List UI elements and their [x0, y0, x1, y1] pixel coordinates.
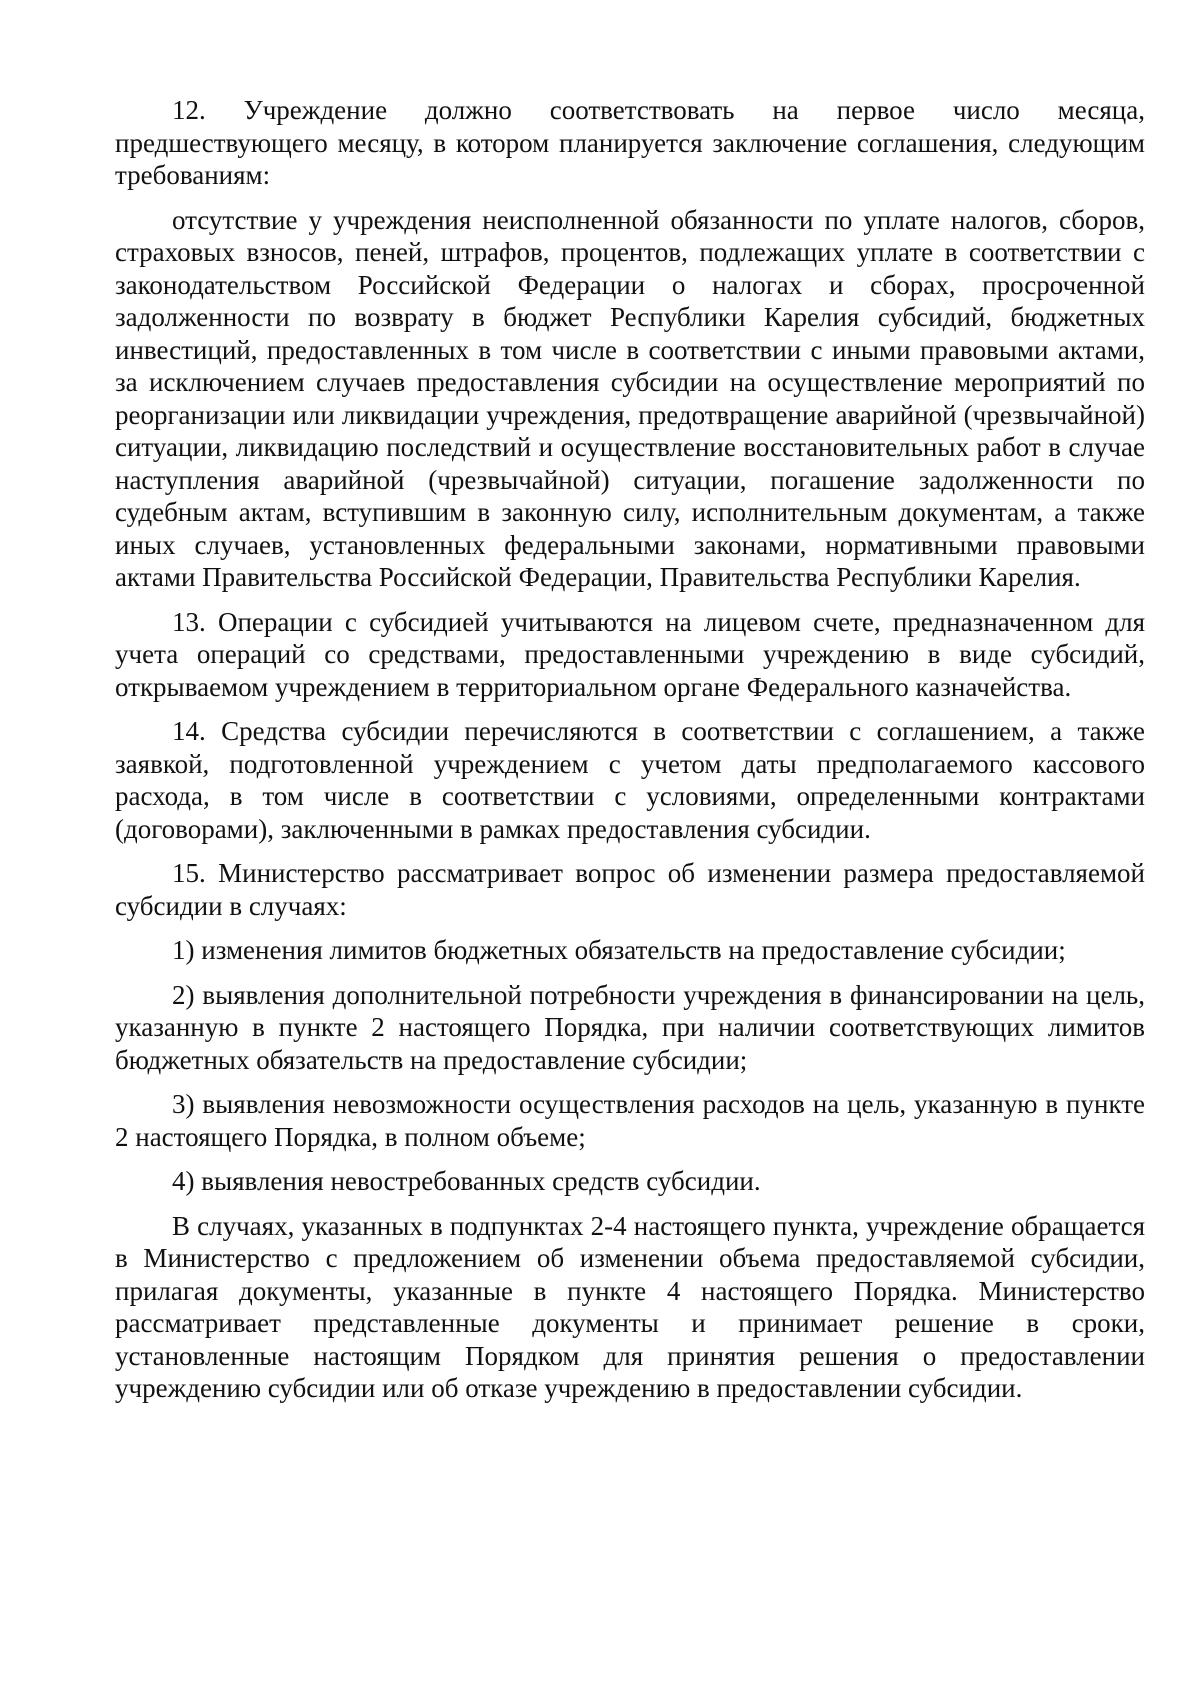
paragraph-subitem-4: 4) выявления невостребованных средств субсидии.: [172, 1166, 761, 1196]
paragraph-item-13: 13. Операции с субсидией учитываются на лицевом счете, предназначенном для учета операций со средствами, предоставленными учреждению в виде субсидий, открываемом учреждением в территориальном органе Федерального казначейства.: [115, 606, 1145, 702]
paragraph-subitem-2: 2) выявления дополнительной потребности учреждения в финансировании на цель, указанную в пункте 2 настоящего Порядка, при наличии соответствующих лимитов бюджетных обязательств на предоставление субсидии;: [115, 979, 1145, 1075]
paragraph-item-15: 15. Министерство рассматривает вопрос об изменении размера предоставляемой субсидии в случаях:: [115, 858, 1145, 921]
paragraph-subitem-3: 3) выявления невозможности осуществления расходов на цель, указанную в пункте 2 настоящего Порядка, в полном объеме;: [115, 1089, 1145, 1152]
paragraph-item-12: 12. Учреждение должно соответствовать на первое число месяца, предшествующего месяцу, в котором планируется заключение соглашения, следующим требованиям:: [115, 95, 1145, 190]
paragraph-item-14: 14. Средства субсидии перечисляются в соответствии с соглашением, а также заявкой, подготовленной учреждением с учетом даты предполагаемого кассового расхода, в том числе в соответствии с условиями, определенными контрактами (договорами), заключенными в рамках предоставления субсидии.: [115, 716, 1145, 844]
paragraph-closing: В случаях, указанных в подпунктах 2-4 настоящего пункта, учреждение обращается в Министерство с предложением об изменении объема предоставляемой субсидии, прилагая документы, указанные в пункте 4 настоящего Порядка. Министерство рассматривает представленные документы и принимает решение в сроки, установленные настоящим Порядком для принятия решения о предоставлении учреждению субсидии или об отказе учреждению в предоставлении субсидии.: [115, 1210, 1145, 1403]
paragraph-requirement: отсутствие у учреждения неисполненной обязанности по уплате налогов, сборов, страховых взносов, пеней, штрафов, процентов, подлежащих уплате в соответствии с законодательством Российской Федерации о налогах и сборах, просроченной задолженности по возврату в бюджет Республики Карелия субсидий, бюджетных инвестиций, предоставленных в том числе в соответствии с иными правовыми актами, за исключением случаев предоставления субсидии на осуществление мероприятий по реорганизации или ликвидации учреждения, предотвращение аварийной (чрезвычайной) ситуации, ликвидацию последствий и осуществление восстановительных работ в случае наступления аварийной (чрезвычайной) ситуации, погашение задолженности по судебным актам, вступившим в законную силу, исполнительным документам, а также иных случаев, установленных федеральными законами, нормативными правовыми актами Правительства Российской Федерации, Правительства Республики Карелия.: [115, 204, 1145, 592]
paragraph-subitem-1: 1) изменения лимитов бюджетных обязательств на предоставление субсидии;: [172, 935, 1066, 965]
document-page: [115, 94, 1145, 1417]
